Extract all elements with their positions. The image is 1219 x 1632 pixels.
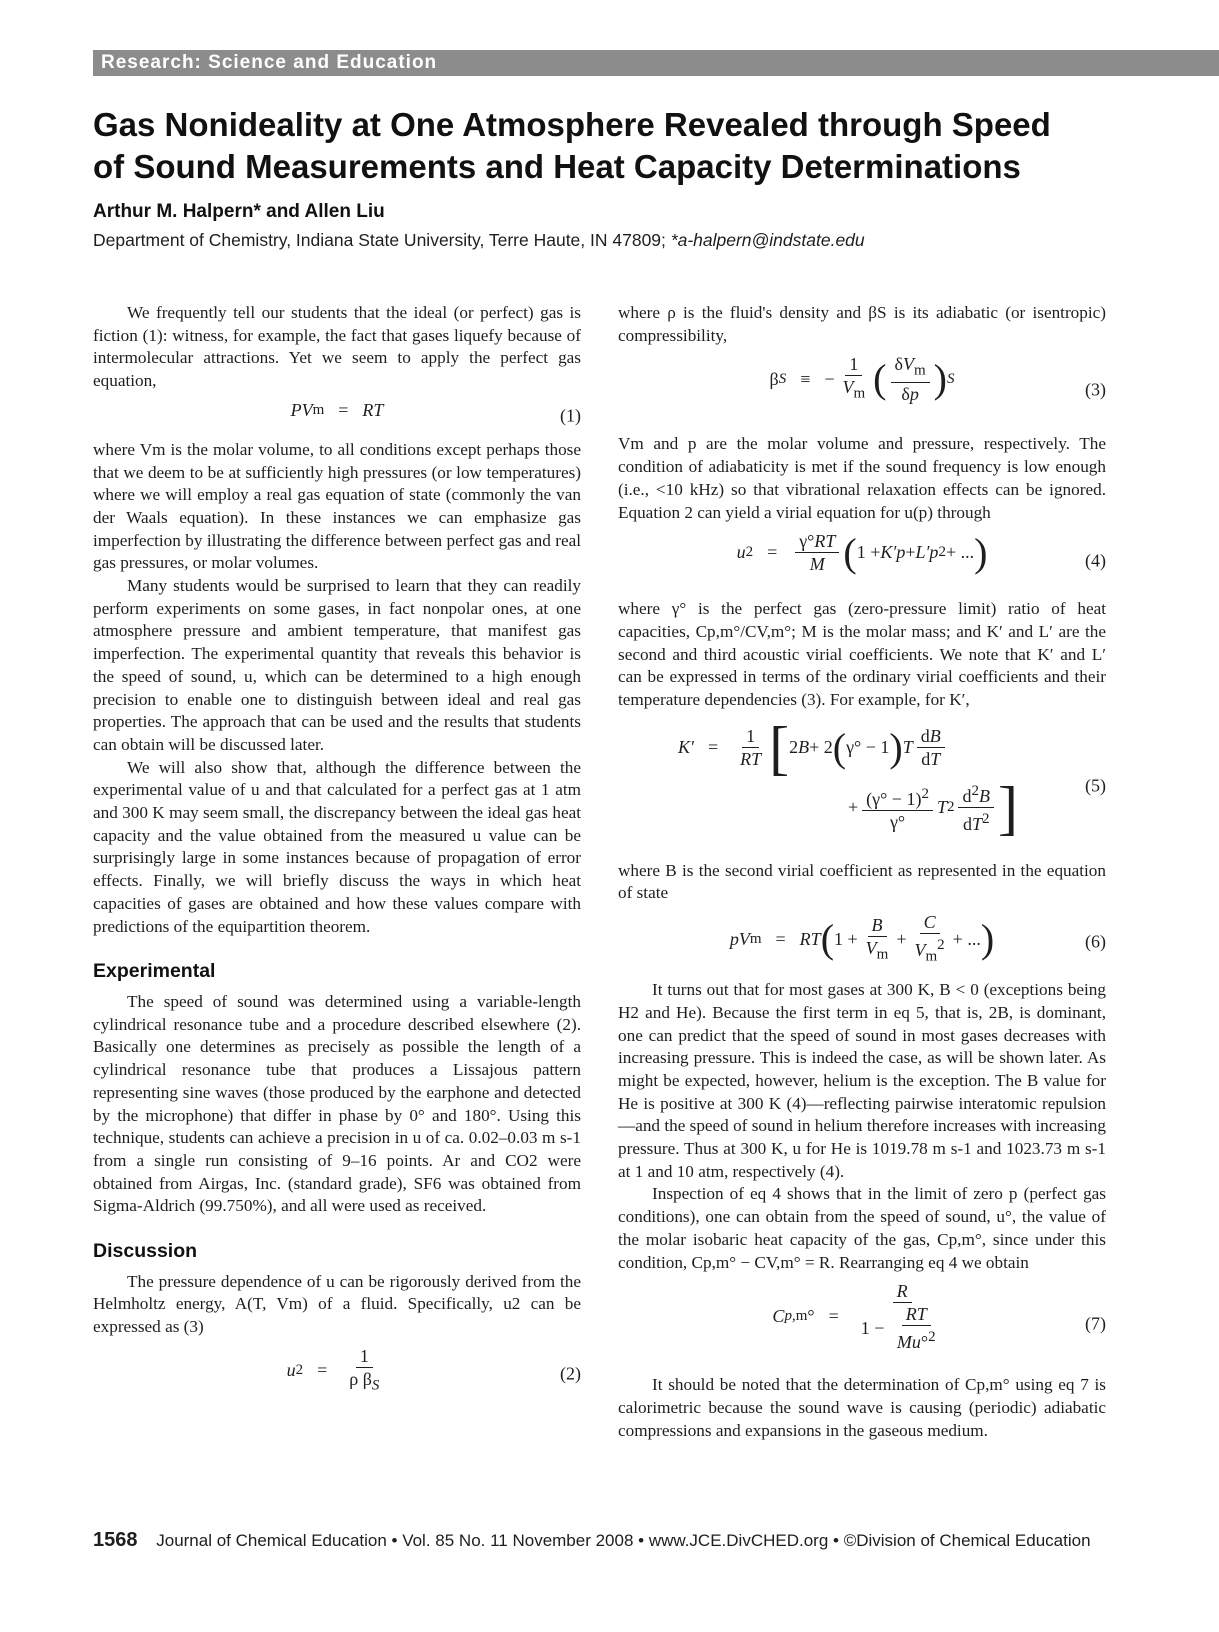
equation-1: PV m = RT (1) [290,399,581,426]
section-header-bar [93,50,1219,76]
affiliation-dept: Department of Chemistry, Indiana State University, Terre Haute, IN 47809; [93,230,666,250]
paragraph: We frequently tell our students that the ideal (or perfect) gas is fiction (1): witness, for example, the fact that gases liquefy because of intermolecular attractions. Yet we seem to apply the perfect gas equation, [93,303,581,391]
equation-3: β S ≡ − $\frac{1}{V_m}$ ( $\frac{\delta V_m}{\delta p}$ ) S (3) [769,354,1106,404]
title-line-2: of Sound Measurements and Heat Capacity Determinations [93,148,1021,185]
author-email: *a-halpern@indstate.edu [670,230,865,250]
title-line-1: Gas Nonideality at One Atmosphere Revealed through Speed [93,106,1051,143]
paragraph: The pressure dependence of u can be rigorously derived from the Helmholtz energy, A(T, Vm) of a fluid. Specifically, u2 can be expressed as (3) [93,1271,581,1337]
equation-6: pV m = RT ( 1 + $\frac{B}{V_m}$ + $\frac{C}{V_m^2}$ + ... ) (6) [729,912,1106,965]
paragraph: where γ° is the perfect gas (zero-pressure limit) ratio of heat capacities, Cp,m°/CV,m°; M is the molar mass; and K′ and L′ are the second and third acoustic virial coefficients. We note that K′ and L′ can be expressed in terms of the ordinary virial coefficients and their temperature dependencies (3). For example, for K′, [618,599,1106,710]
equation-4: u 2 = $\frac{\gamma^\circ RT}{M}$ ( 1 + K′p + L′p 2 + ... ) (4) [736,529,1106,575]
equation-number: (3) [1085,380,1106,401]
equation-number: (1) [560,405,581,426]
article-title [93,104,1203,188]
equation-number: (4) [1085,550,1106,571]
paragraph: where Vm is the molar volume, to all conditions except perhaps those that we deem to be at sufficiently high pressures (or low temperatures) where we will employ a real gas equation of state (commonly the van der Waals equation). In these instances we can emphasize gas imperfection by illustrating the difference between perfect gas and real gas pressures, or molar volumes. [93,439,581,573]
paragraph: Vm and p are the molar volume and pressure, respectively. The condition of adiabaticity is met if the sound frequency is low enough (i.e., <10 kHz) so that vibrational relaxation effects can be ignored. Equation 2 can yield a virial equation for u(p) through [618,434,1106,522]
paragraph: It turns out that for most gases at 300 K, B < 0 (exceptions being H2 and He). Because the first term in eq 5, that is, 2B, is dominant, one can predict that the speed of sound in most gases decreases with increasing pressure. This is indeed the case, as will be shown later. As might be expected, however, helium is the exception. The B value for He is positive at 300 K (4)—reflecting pairwise interatomic repulsion—and the speed of sound in helium therefore increases with increasing pressure. Thus at 300 K, u for He is 1019.78 m s-1 and 1023.73 m s-1 at 1 and 10 atm, respectively (4). [618,980,1106,1181]
left-column [93,302,581,1409]
affiliation [93,230,865,251]
authors: Arthur M. Halpern* and Allen Liu [93,201,385,222]
paragraph: We will also show that, although the difference between the experimental value of u and that calculated for a perfect gas at 1 atm and 300 K may seem small, the discrepancy between the ideal gas heat capacity and the value obtained from the measured u value can be surprisingly large in some instances because of propagation of error effects. Finally, we will briefly discuss the ways in which heat capacities of gases are obtained and how these values compare with predictions of the equipartition theorem. [93,757,581,936]
equation-number: (2) [560,1363,581,1384]
journal-citation: Journal of Chemical Education • Vol. 85 No. 11 November 2008 • www.JCE.DivCHED.org • ©Division of Chemical Education [156,1531,1091,1550]
paragraph: where B is the second virial coefficient as represented in the equation of state [618,860,1106,903]
equation-number: (5) [1085,775,1106,796]
equation-number: (7) [1085,1313,1106,1334]
paragraph: Inspection of eq 4 shows that in the limit of zero p (perfect gas conditions), one can obtain from the speed of sound, u°, the value of the molar isobaric heat capacity of the gas, Cp,m°, since under this condition, Cp,m° − CV,m° = R. Rearranging eq 4 we obtain [618,1184,1106,1272]
paragraph: where ρ is the fluid's density and βS is its adiabatic (or isentropic) compressibility, [618,303,1106,345]
section-heading-discussion: Discussion [93,1240,198,1263]
paragraph: It should be noted that the determination of Cp,m° using eq 7 is calorimetric because the sound wave is causing (periodic) adiabatic compressions and expansions in the gaseous medium. [618,1375,1106,1440]
paragraph: Many students would be surprised to learn that they can readily perform experiments on some gases, in fact nonpolar ones, at one atmosphere pressure and ambient temperature, that manifest gas imperfection. The experimental quantity that reveals this behavior is the speed of sound, u, which can be determined to a high enough precision to enable one to distinguish between ideal and real gas properties. The approach that can be used and the results that students can obtain will be discussed later. [93,576,581,754]
page-number: 1568 [93,1529,138,1551]
section-heading-experimental: Experimental [93,960,216,983]
equation-number: (6) [1085,931,1106,952]
equation-7: C p,m ° = R 1 − $\frac{RT}{Mu^\circ^2}$ (7) [772,1281,1106,1353]
equation-5: K′ = $\frac{1}{RT}$ [ 2 B + 2 ( γ° − 1 ) T $\frac{dB}{dT}$ + $\frac{(\gamma^\circ - 1)^2}{\gamma^\circ}$ T 2 $\frac{d^2B}{dT^2}$ ] (5) [678,714,1106,841]
paragraph: The speed of sound was determined using a variable-length cylindrical resonance tube and a procedure described elsewhere (2). Basically one determines as precisely as possible the length of a cylindrical resonance tube that produces a Lissajous pattern representing sine waves (those produced by the earphone and detected by the microphone) that differ in phase by 0° and 180°. Using this technique, students can achieve a precision in u of ca. 0.02–0.03 m s-1 from a single run consisting of 9–16 points. Ar and CO2 were obtained from Airgas, Inc. (standard grade), SF6 was obtained from Sigma-Aldrich (99.750%), and all were used as received. [93,991,581,1216]
page-footer [93,1529,1091,1552]
right-column [618,302,1106,1442]
equation-2: u 2 = $\frac{1}{\rho \beta_S}$ (2) [286,1345,581,1394]
section-label: Research: Science and Education [101,52,438,73]
